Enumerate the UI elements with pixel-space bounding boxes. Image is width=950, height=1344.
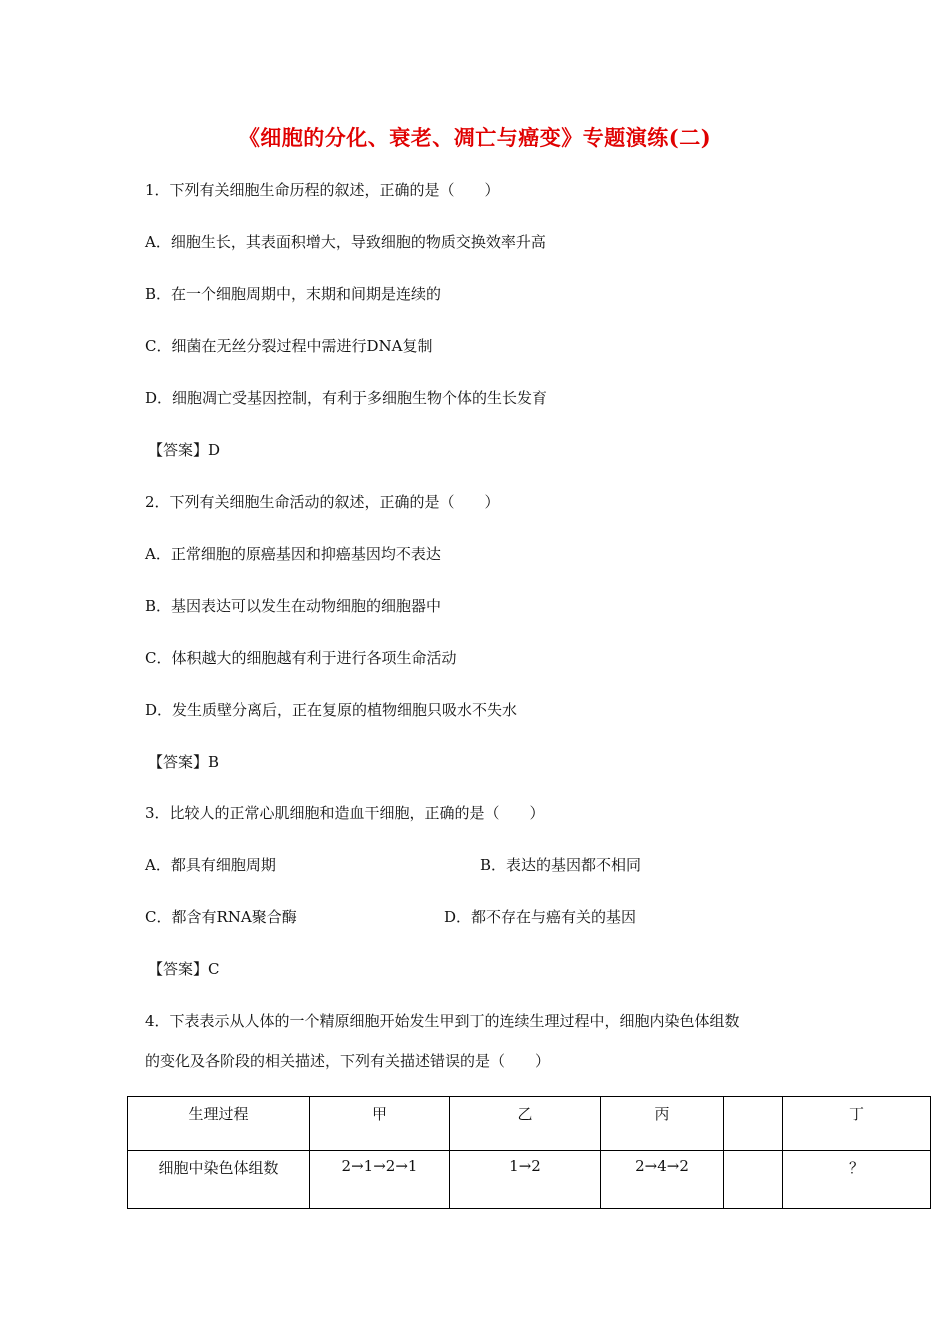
table-cell: 甲: [310, 1097, 450, 1151]
table-row: [128, 1097, 931, 1151]
table-cell: ？: [783, 1151, 931, 1209]
table-cell: 丙: [601, 1097, 724, 1151]
table-cell: 生理过程: [128, 1097, 310, 1151]
question-4-stem-line-1: 4．下表表示从人体的一个精原细胞开始发生甲到丁的连续生理过程中，细胞内染色体组数: [145, 1012, 740, 1030]
question-2-option-c: C．体积越大的细胞越有利于进行各项生命活动: [145, 649, 457, 667]
table-cell: 2→1→2→1: [310, 1151, 450, 1209]
question-1-answer: 【答案】D: [148, 441, 221, 459]
table-cell: 乙: [450, 1097, 601, 1151]
question-3-option-c: C．都含有RNA聚合酶: [145, 908, 297, 926]
table-cell: [724, 1097, 783, 1151]
question-2-option-d: D．发生质壁分离后，正在复原的植物细胞只吸水不失水: [145, 701, 518, 719]
question-1-option-b: B．在一个细胞周期中，末期和间期是连续的: [145, 285, 442, 303]
table-row: [128, 1151, 931, 1209]
question-2-option-a: A．正常细胞的原癌基因和抑癌基因均不表达: [145, 545, 441, 563]
question-2-option-b: B．基因表达可以发生在动物细胞的细胞器中: [145, 597, 442, 615]
question-2-stem: 2．下列有关细胞生命活动的叙述，正确的是（ ）: [145, 493, 500, 511]
question-3-stem: 3．比较人的正常心肌细胞和造血干细胞，正确的是（ ）: [145, 804, 545, 822]
question-2-answer: 【答案】B: [148, 753, 220, 771]
table-cell: 1→2: [450, 1151, 601, 1209]
question-3-option-a: A．都具有细胞周期: [145, 856, 276, 874]
table-cell: [724, 1151, 783, 1209]
table-cell: 丁: [783, 1097, 931, 1151]
question-4-table: [127, 1096, 931, 1209]
question-3-answer: 【答案】C: [148, 960, 220, 978]
table-cell: 细胞中染色体组数: [128, 1151, 310, 1209]
question-1-option-c: C．细菌在无丝分裂过程中需进行DNA复制: [145, 337, 433, 355]
document-title: 《细胞的分化、衰老、凋亡与癌变》专题演练(二): [238, 125, 712, 150]
table-cell: 2→4→2: [601, 1151, 724, 1209]
question-3-option-d: D．都不存在与癌有关的基因: [444, 908, 637, 926]
question-1-option-a: A．细胞生长，其表面积增大，导致细胞的物质交换效率升高: [145, 233, 546, 251]
question-3-option-b: B．表达的基因都不相同: [480, 856, 642, 874]
question-4-stem-line-2: 的变化及各阶段的相关描述，下列有关描述错误的是（ ）: [145, 1052, 551, 1070]
question-1-stem: 1．下列有关细胞生命历程的叙述，正确的是（ ）: [145, 181, 500, 199]
question-1-option-d: D．细胞凋亡受基因控制，有利于多细胞生物个体的生长发育: [145, 389, 548, 407]
